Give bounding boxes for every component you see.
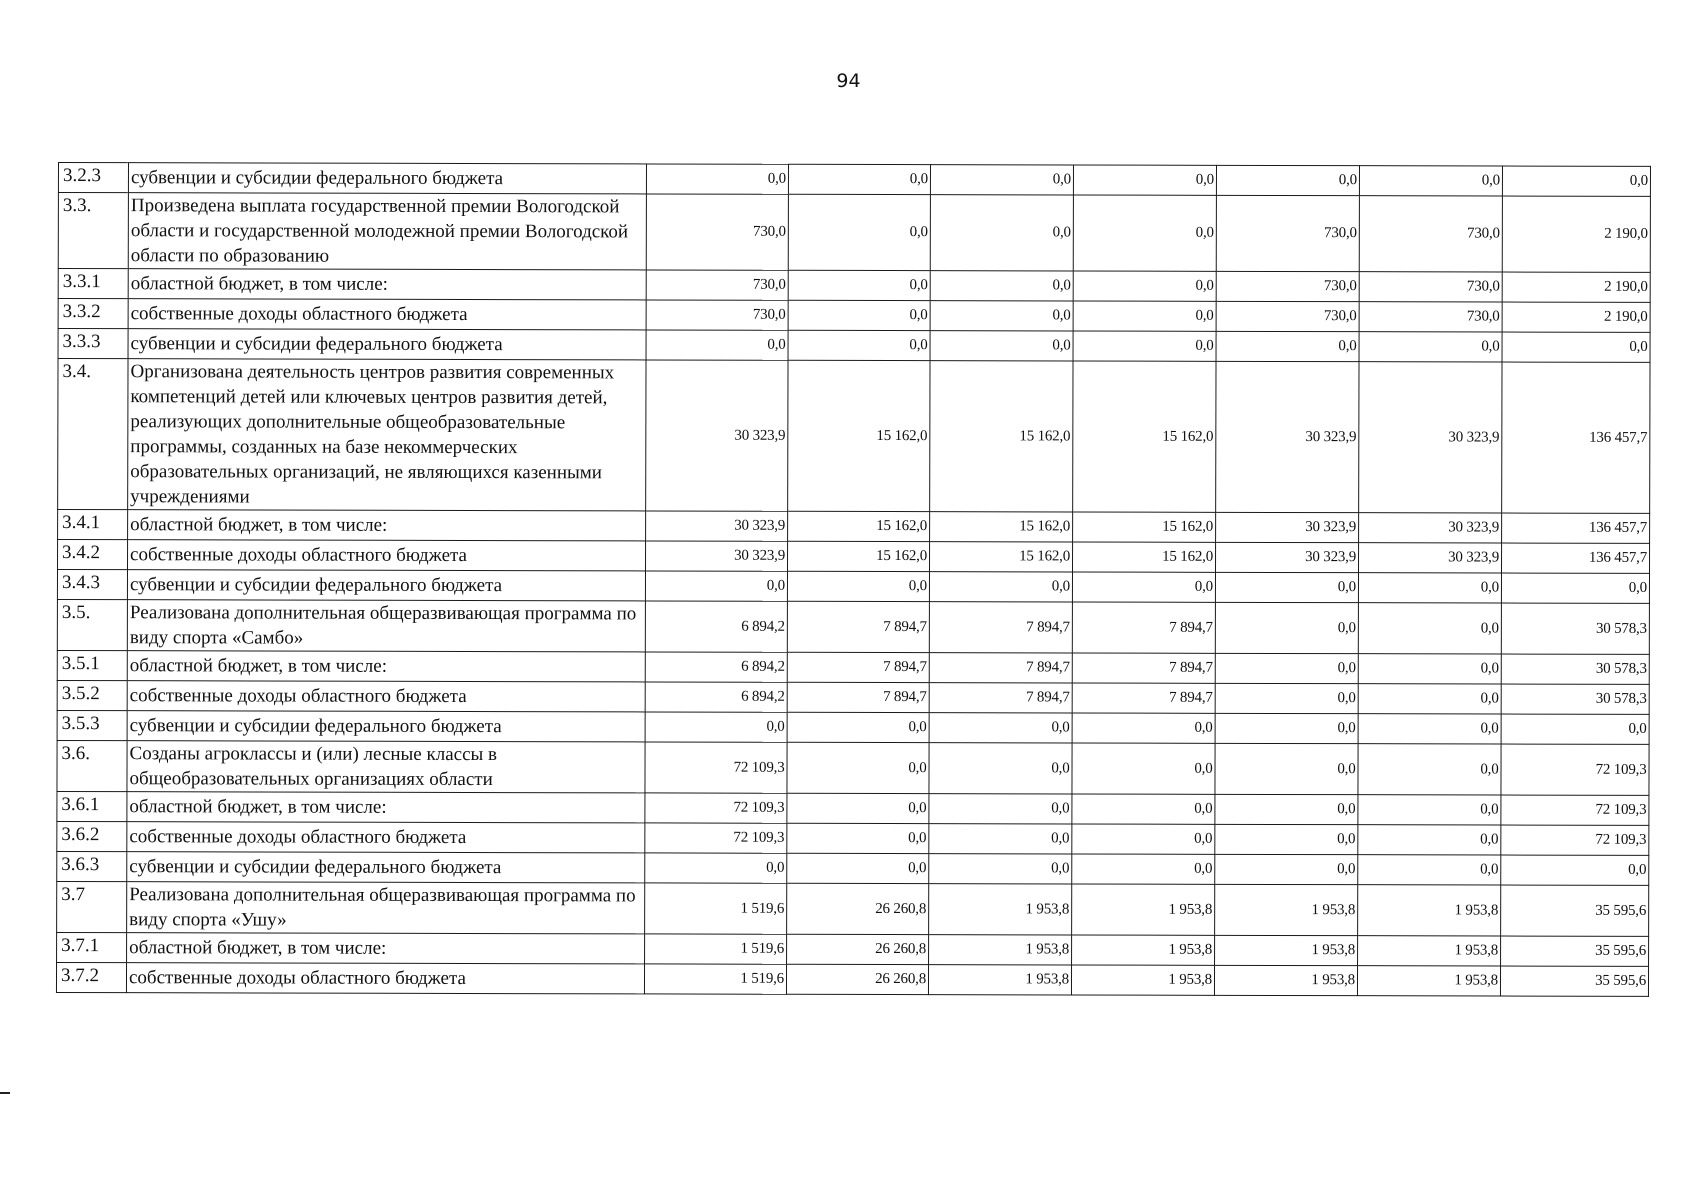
row-value-3: 0,0 [930,331,1073,361]
row-description: собственные доходы областного бюджета [126,963,644,994]
row-code: 3.6.2 [57,821,127,851]
row-code: 3.6.1 [57,791,127,821]
row-value-4: 0,0 [1072,572,1215,602]
row-value-1: 72 109,3 [645,742,787,793]
row-value-2: 0,0 [787,793,929,823]
row-value-5: 30 323,9 [1216,361,1359,512]
row-description: субвенции и субсидии федерального бюджета [128,329,646,360]
row-value-5: 730,0 [1216,195,1359,271]
row-value-2: 15 162,0 [788,511,930,541]
row-code: 3.5.2 [57,680,127,710]
row-value-1: 1 519,6 [645,934,787,964]
row-value-5: 0,0 [1215,683,1358,713]
row-value-4: 15 162,0 [1073,542,1216,572]
row-value-3: 7 894,7 [929,602,1072,653]
row-value-3: 0,0 [929,854,1072,884]
table-row [57,599,1649,654]
row-value-2: 7 894,7 [787,652,929,682]
row-value-1: 30 323,9 [646,511,788,541]
row-value-3: 0,0 [929,743,1072,794]
row-value-1: 0,0 [646,164,788,194]
row-value-7: 35 595,6 [1501,936,1649,966]
row-value-6: 30 323,9 [1359,543,1502,573]
row-code: 3.5.3 [57,710,127,740]
row-value-7: 2 190,0 [1502,302,1650,332]
row-value-7: 35 595,6 [1500,966,1648,996]
row-value-5: 0,0 [1216,165,1359,195]
row-value-6: 1 953,8 [1358,885,1501,936]
row-value-6: 30 323,9 [1359,513,1502,543]
row-code: 3.3.3 [58,329,128,359]
row-value-2: 26 260,8 [786,964,928,994]
row-value-2: 0,0 [787,823,929,853]
row-value-4: 0,0 [1072,794,1215,824]
row-value-3: 15 162,0 [930,542,1073,572]
row-value-7: 0,0 [1501,573,1649,603]
row-value-1: 730,0 [646,270,788,300]
table-row [58,193,1650,273]
table-row [57,740,1649,795]
row-value-3: 7 894,7 [929,653,1072,683]
table-row [57,680,1649,714]
row-value-4: 7 894,7 [1072,653,1215,683]
row-value-2: 26 260,8 [787,934,929,964]
row-value-4: 0,0 [1073,331,1216,361]
row-value-2: 0,0 [787,742,929,793]
row-value-6: 0,0 [1358,603,1501,654]
row-code: 3.3. [58,193,128,269]
row-value-7: 0,0 [1502,332,1650,362]
row-value-3: 0,0 [930,165,1073,195]
row-value-7: 0,0 [1501,855,1649,885]
row-value-4: 0,0 [1073,195,1216,271]
row-value-3: 0,0 [930,195,1073,271]
row-value-1: 72 109,3 [645,823,787,853]
row-value-4: 0,0 [1072,713,1215,743]
row-value-5: 1 953,8 [1214,965,1357,995]
table-row [58,510,1650,544]
row-value-5: 730,0 [1216,301,1359,331]
row-value-3: 15 162,0 [930,361,1073,512]
row-value-7: 2 190,0 [1502,272,1650,302]
row-value-7: 30 578,3 [1501,684,1649,714]
row-value-7: 0,0 [1501,714,1649,744]
row-value-2: 0,0 [787,571,929,601]
row-value-1: 0,0 [645,571,787,601]
row-value-5: 30 323,9 [1216,512,1359,542]
row-value-2: 0,0 [787,712,929,742]
row-value-3: 0,0 [929,713,1072,743]
row-value-7: 72 109,3 [1501,744,1649,795]
row-value-6: 0,0 [1358,855,1501,885]
row-description: Созданы агроклассы и (или) лесные классы в общеобразовательных организациях области [127,741,645,793]
row-value-7: 30 578,3 [1501,603,1649,654]
row-value-3: 0,0 [929,572,1072,602]
row-code: 3.4.1 [58,510,128,540]
row-value-5: 1 953,8 [1215,884,1358,935]
row-description: Произведена выплата государственной премии Вологодской области и государственной молодежной премии Вологодской области по образованию [128,193,646,270]
row-description: областной бюджет, в том числе: [127,933,645,964]
row-value-5: 0,0 [1215,794,1358,824]
row-value-5: 1 953,8 [1215,935,1358,965]
row-value-2: 15 162,0 [788,360,930,511]
row-code: 3.7 [57,881,127,932]
row-code: 3.5.1 [57,650,127,680]
table-row [58,269,1650,303]
row-value-2: 0,0 [787,853,929,883]
table-row [58,329,1650,363]
row-value-1: 6 894,2 [645,652,787,682]
row-value-3: 1 953,8 [928,965,1071,995]
row-description: областной бюджет, в том числе: [128,510,646,541]
row-value-2: 0,0 [788,164,930,194]
row-code: 3.3.1 [58,269,128,299]
margin-mark [0,1092,10,1094]
row-value-6: 0,0 [1358,684,1501,714]
row-value-2: 15 162,0 [788,541,930,571]
row-code: 3.5. [57,599,127,650]
row-value-6: 0,0 [1359,166,1502,196]
table-row [57,791,1649,825]
row-value-1: 0,0 [645,712,787,742]
row-value-7: 136 457,7 [1502,513,1650,543]
row-value-7: 35 595,6 [1501,885,1649,936]
row-description: Реализована дополнительная общеразвивающая программа по виду спорта «Самбо» [127,600,645,652]
row-value-3: 0,0 [929,824,1072,854]
row-code: 3.3.2 [58,299,128,329]
row-description: субвенции и субсидии федерального бюджета [128,163,646,194]
row-value-5: 730,0 [1216,271,1359,301]
row-code: 3.2.3 [58,163,128,193]
table-row [57,932,1649,966]
row-description: собственные доходы областного бюджета [128,299,646,330]
row-value-5: 0,0 [1215,653,1358,683]
row-description: областной бюджет, в том числе: [127,792,645,823]
row-value-7: 30 578,3 [1501,654,1649,684]
row-value-6: 1 953,8 [1358,936,1501,966]
row-value-2: 7 894,7 [787,601,929,652]
row-description: Организована деятельность центров развития современных компетенций детей или ключевых центров развития детей, реализующих дополнительные общеобразовательные программы, созданных на базе некоммерческих образовательных организаций, не являющихся казенными учреждениями [128,359,646,511]
row-description: субвенции и субсидии федерального бюджета [127,852,645,883]
table-row [58,359,1650,514]
table-row [57,650,1649,684]
row-value-4: 15 162,0 [1073,361,1216,512]
row-code: 3.4. [58,359,128,510]
row-code: 3.4.2 [58,540,128,570]
row-description: субвенции и субсидии федерального бюджета [127,570,645,601]
row-description: областной бюджет, в том числе: [127,651,645,682]
row-value-6: 0,0 [1358,795,1501,825]
budget-table [56,162,1651,997]
row-value-1: 0,0 [645,853,787,883]
row-value-4: 15 162,0 [1073,512,1216,542]
row-value-7: 136 457,7 [1502,543,1650,573]
row-code: 3.7.2 [56,962,126,992]
row-value-4: 1 953,8 [1072,884,1215,935]
row-value-3: 0,0 [930,301,1073,331]
table-row [57,821,1649,855]
row-value-4: 0,0 [1073,271,1216,301]
row-value-6: 1 953,8 [1357,966,1500,996]
row-description: Реализована дополнительная общеразвивающая программа по виду спорта «Ушу» [127,882,645,934]
row-value-5: 0,0 [1215,713,1358,743]
row-description: собственные доходы областного бюджета [128,540,646,571]
table-row [57,881,1649,936]
row-value-6: 0,0 [1359,332,1502,362]
row-value-5: 0,0 [1215,824,1358,854]
row-value-6: 0,0 [1358,573,1501,603]
row-value-4: 1 953,8 [1071,965,1214,995]
row-value-5: 30 323,9 [1216,542,1359,572]
row-value-5: 0,0 [1215,743,1358,794]
row-value-1: 730,0 [646,300,788,330]
row-value-3: 1 953,8 [929,935,1072,965]
table-row [56,962,1648,996]
row-value-7: 72 109,3 [1501,795,1649,825]
row-description: субвенции и субсидии федерального бюджета [127,711,645,742]
row-value-1: 0,0 [646,330,788,360]
row-value-1: 730,0 [646,194,788,270]
row-value-2: 0,0 [788,194,930,270]
row-description: областной бюджет, в том числе: [128,269,646,300]
table-row [58,540,1650,574]
row-value-5: 0,0 [1216,331,1359,361]
row-code: 3.6.3 [57,851,127,881]
row-value-5: 0,0 [1215,854,1358,884]
row-value-6: 0,0 [1358,825,1501,855]
row-description: собственные доходы областного бюджета [127,822,645,853]
row-value-2: 0,0 [788,270,930,300]
row-value-2: 26 260,8 [787,883,929,934]
row-value-1: 1 519,6 [644,964,786,994]
row-value-3: 15 162,0 [930,512,1073,542]
row-value-7: 136 457,7 [1502,362,1650,513]
row-value-3: 7 894,7 [929,683,1072,713]
row-value-6: 0,0 [1358,654,1501,684]
row-value-1: 30 323,9 [646,360,788,511]
row-value-4: 0,0 [1073,165,1216,195]
row-value-2: 0,0 [788,300,930,330]
row-value-7: 0,0 [1502,166,1650,196]
table-row [57,710,1649,744]
row-value-3: 0,0 [930,271,1073,301]
row-value-2: 7 894,7 [787,682,929,712]
row-value-7: 72 109,3 [1501,825,1649,855]
row-value-1: 1 519,6 [645,883,787,934]
row-value-6: 730,0 [1359,302,1502,332]
row-value-1: 72 109,3 [645,793,787,823]
page-number: 94 [836,70,861,92]
row-value-1: 6 894,2 [645,682,787,712]
row-value-4: 0,0 [1072,743,1215,794]
row-value-7: 2 190,0 [1502,196,1650,272]
table-row [58,163,1650,197]
table-row [58,299,1650,333]
row-code: 3.4.3 [57,570,127,600]
row-value-2: 0,0 [788,330,930,360]
row-value-6: 0,0 [1358,744,1501,795]
row-value-6: 730,0 [1359,196,1502,272]
row-value-4: 1 953,8 [1072,935,1215,965]
row-value-4: 7 894,7 [1072,602,1215,653]
row-value-3: 0,0 [929,794,1072,824]
row-description: собственные доходы областного бюджета [127,681,645,712]
row-value-1: 30 323,9 [646,541,788,571]
row-value-1: 6 894,2 [645,601,787,652]
row-value-4: 0,0 [1072,824,1215,854]
table-row [57,851,1649,885]
row-value-4: 0,0 [1072,854,1215,884]
row-value-5: 0,0 [1215,602,1358,653]
row-value-6: 730,0 [1359,272,1502,302]
row-value-3: 1 953,8 [929,884,1072,935]
row-code: 3.7.1 [57,932,127,962]
row-value-5: 0,0 [1215,572,1358,602]
row-value-6: 30 323,9 [1359,362,1502,513]
table-body [56,163,1650,997]
row-value-4: 0,0 [1073,301,1216,331]
row-code: 3.6. [57,740,127,791]
row-value-6: 0,0 [1358,714,1501,744]
table-row [57,570,1649,604]
row-value-4: 7 894,7 [1072,683,1215,713]
